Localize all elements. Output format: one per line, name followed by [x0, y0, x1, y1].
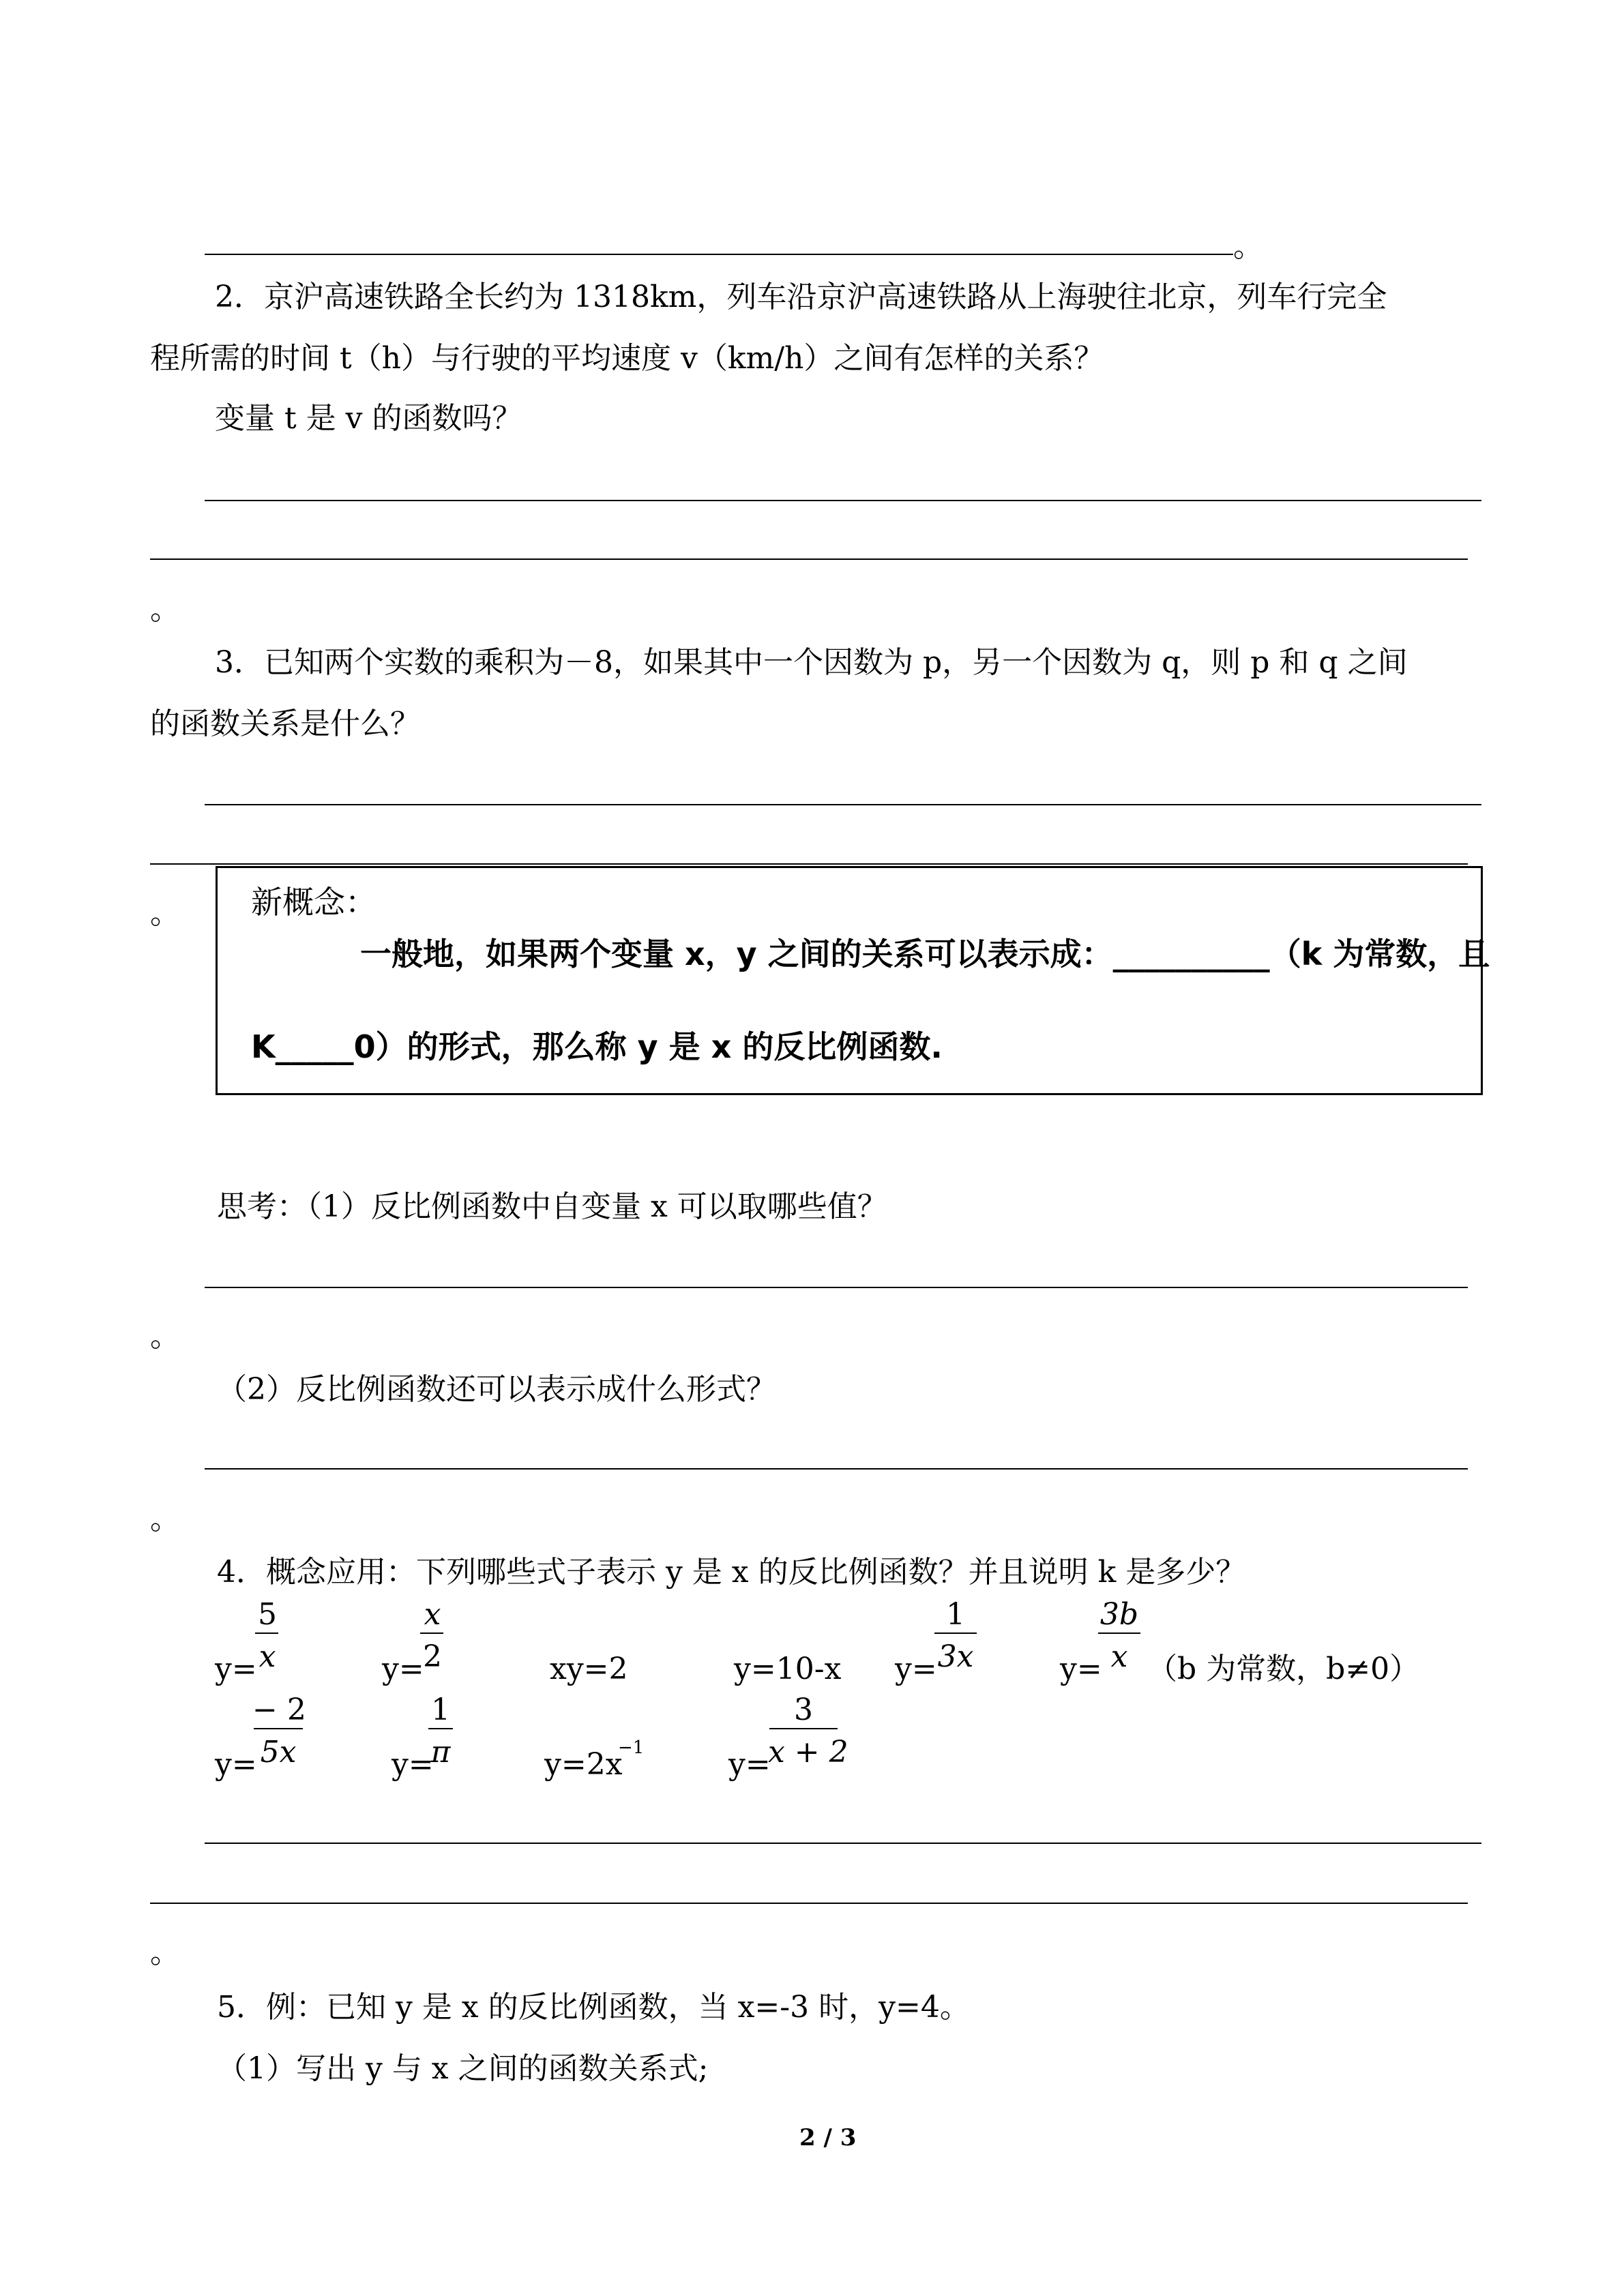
fraction-bar [255, 1632, 278, 1634]
fraction-bar [420, 1632, 443, 1634]
expr-10-lhs: y= [728, 1747, 771, 1782]
q4-line1: 4．概念应用：下列哪些式子表示 y 是 x 的反比例函数？并且说明 k 是多少？ [217, 1555, 1246, 1590]
answer-line [205, 254, 1233, 255]
answer-line [205, 1843, 1481, 1844]
answer-line [205, 500, 1481, 501]
expr-7-num: − 2 [252, 1693, 306, 1727]
answer-line [205, 1468, 1468, 1470]
think-q2: （2）反比例函数还可以表示成什么形式？ [217, 1372, 776, 1407]
expr-8-num: 1 [431, 1693, 450, 1727]
answer-line [150, 1903, 1468, 1904]
think-q1: 思考：（1）反比例函数中自变量 x 可以取哪些值？ [217, 1189, 887, 1224]
expr-5-num: 1 [946, 1597, 965, 1632]
fraction-bar [934, 1632, 977, 1634]
answer-line [150, 863, 1468, 865]
expr-1-den: x [259, 1639, 276, 1674]
period: 。 [150, 1935, 180, 1970]
expr-8-lhs: y= [392, 1747, 434, 1782]
answer-line [150, 558, 1468, 560]
fraction-bar [428, 1728, 453, 1729]
q5-line1: 5．例：已知 y 是 x 的反比例函数，当 x=-3 时，y=4。 [217, 1990, 970, 2025]
expr-10-den: x + 2 [768, 1735, 848, 1770]
expr-6-lhs: y= [1060, 1652, 1102, 1686]
expr-6-note: （b 为常数，b≠0） [1147, 1652, 1420, 1686]
expr-7-lhs: y= [215, 1747, 257, 1782]
q5-line2: （1）写出 y 与 x 之间的函数关系式; [217, 2051, 709, 2086]
q2-line2: 程所需的时间 t（h）与行驶的平均速度 v（km/h）之间有怎样的关系？ [150, 341, 1104, 376]
period: 。 [150, 592, 180, 627]
page-number: 2 / 3 [799, 2124, 857, 2151]
concept-line1: 一般地，如果两个变量 x，y 之间的关系可以表示成：__________（k 为常数，且 [360, 936, 1490, 972]
period: 。 [150, 1502, 180, 1536]
expr-8-den: π [430, 1735, 451, 1770]
expr-6-den: x [1110, 1639, 1128, 1674]
q3-line1: 3．已知两个实数的乘积为－8，如果其中一个因数为 p，另一个因数为 q，则 p 和 q 之间 [215, 645, 1408, 680]
q2-line3: 变量 t 是 v 的函数吗？ [215, 401, 522, 436]
expr-1-lhs: y= [215, 1652, 257, 1686]
expr-7-den: 5x [260, 1735, 297, 1770]
period: 。 [150, 1319, 180, 1354]
expr-5-lhs: y= [895, 1652, 937, 1686]
expr-3: xy=2 [550, 1652, 628, 1686]
answer-line [205, 804, 1481, 805]
concept-line2: K_____0）的形式，那么称 y 是 x 的反比例函数. [251, 1028, 943, 1065]
expr-9-exponent: −1 [618, 1738, 645, 1758]
expr-2-lhs: y= [382, 1652, 424, 1686]
expr-2-num: x [424, 1597, 441, 1632]
fraction-bar [254, 1728, 303, 1729]
expr-10-num: 3 [794, 1693, 813, 1727]
period: 。 [1233, 229, 1263, 264]
period: 。 [150, 896, 180, 931]
q2-line1: 2．京沪高速铁路全长约为 1318km，列车沿京沪高速铁路从上海驶往北京，列车行完全 [215, 280, 1387, 314]
expr-4: y=10-x [734, 1652, 842, 1686]
answer-line [205, 1287, 1468, 1288]
expr-1-num: 5 [258, 1597, 277, 1632]
expr-5-den: 3x [937, 1639, 974, 1674]
expr-9: y=2x [544, 1747, 623, 1782]
expr-2-den: 2 [423, 1639, 442, 1674]
fraction-bar [769, 1728, 838, 1729]
q3-line2: 的函数关系是什么？ [150, 706, 420, 741]
expr-6-num: 3b [1099, 1597, 1139, 1632]
fraction-bar [1098, 1632, 1140, 1634]
concept-title: 新概念： [251, 884, 377, 921]
